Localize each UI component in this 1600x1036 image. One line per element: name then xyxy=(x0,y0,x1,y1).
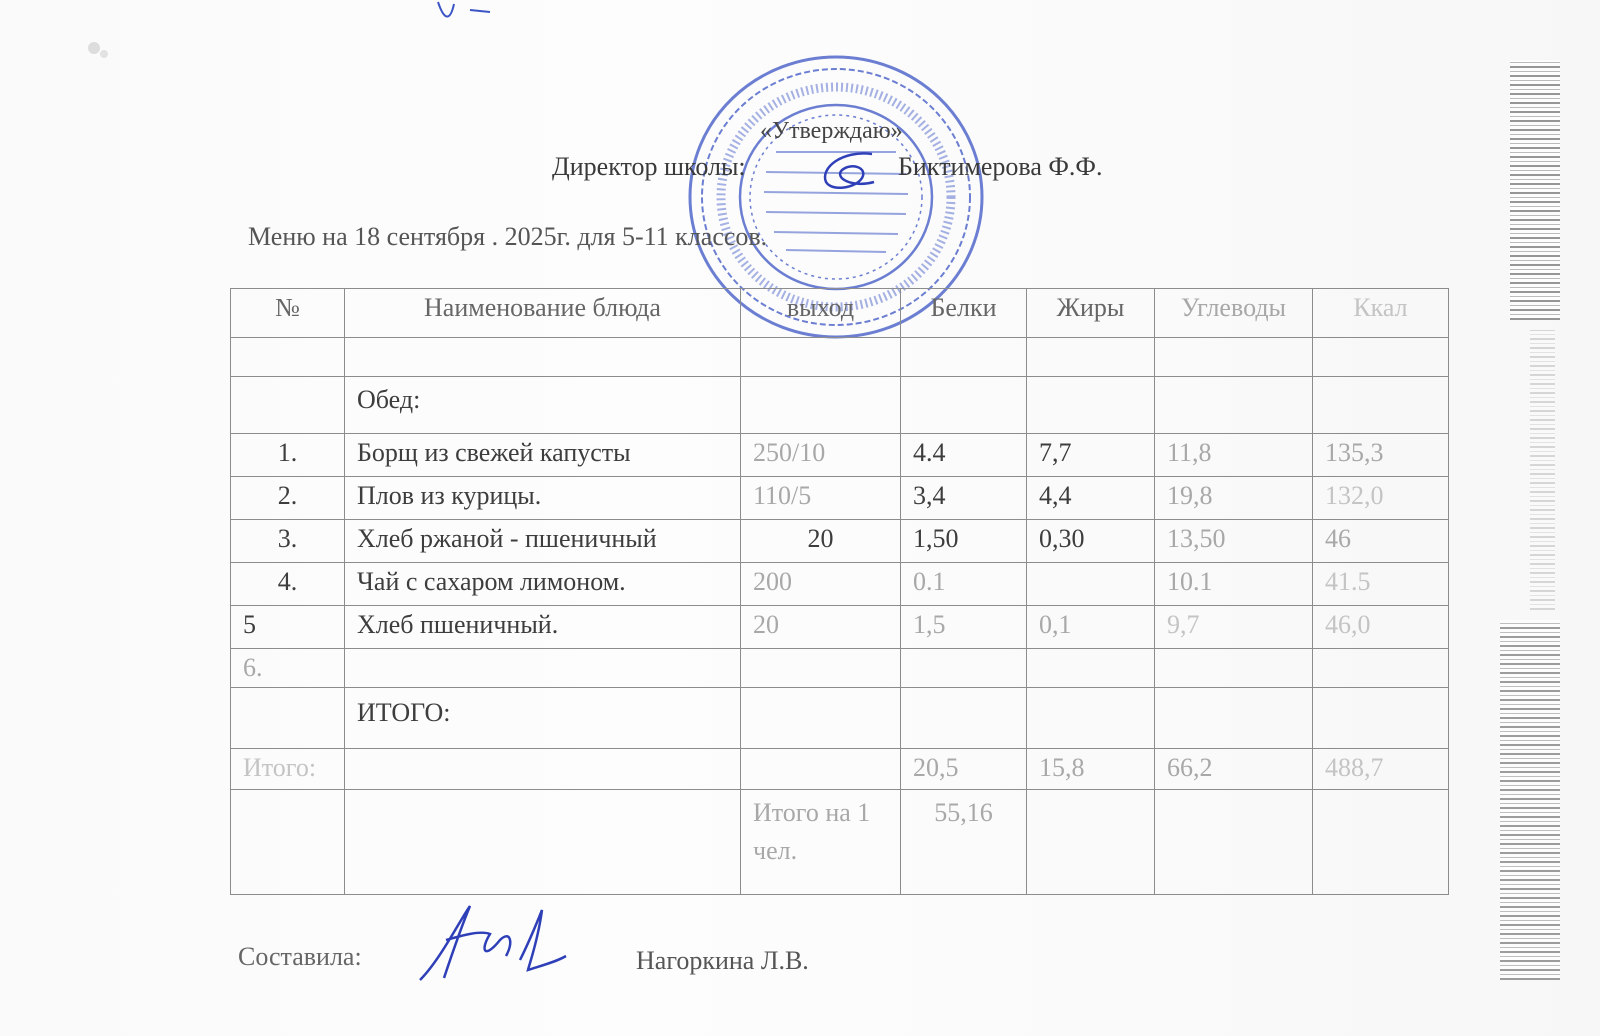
carbs-cell: 19,8 xyxy=(1155,477,1313,520)
menu-table xyxy=(230,288,1449,895)
row-number: 6. xyxy=(231,649,345,688)
protein-cell: 1,50 xyxy=(901,520,1027,563)
table-row xyxy=(231,377,1449,434)
dish-name: Чай с сахаром лимоном. xyxy=(345,563,741,606)
portion-cell: 110/5 xyxy=(741,477,901,520)
carbs-cell: 13,50 xyxy=(1155,520,1313,563)
director-name: Биктимерова Ф.Ф. xyxy=(898,152,1103,181)
portion-cell: 20 xyxy=(741,520,901,563)
protein-cell: 3,4 xyxy=(901,477,1027,520)
total-row xyxy=(231,749,1449,790)
header-cell: Углеводы xyxy=(1155,289,1313,338)
portion-cell: 250/10 xyxy=(741,434,901,477)
protein-cell: 0.1 xyxy=(901,563,1027,606)
section-label: Обед: xyxy=(345,377,741,434)
approval-heading: «Утверждаю» xyxy=(760,118,903,144)
protein-cell: 1,5 xyxy=(901,606,1027,649)
table-row xyxy=(231,649,1449,688)
total-kcal: 488,7 xyxy=(1313,749,1449,790)
total-label: Итого: xyxy=(231,749,345,790)
table-header-row xyxy=(231,289,1449,338)
fat-cell: 4,4 xyxy=(1027,477,1155,520)
table-row xyxy=(231,338,1449,377)
per-person-row xyxy=(231,790,1449,895)
row-number: 1. xyxy=(231,434,345,477)
table-row xyxy=(231,477,1449,520)
header-cell: Белки xyxy=(901,289,1027,338)
per-person-label: Итого на 1 чел. xyxy=(741,790,901,895)
row-number: 5 xyxy=(231,606,345,649)
menu-title: Меню на 18 сентября . 2025г. для 5-11 классов. xyxy=(248,222,768,251)
kcal-cell: 46,0 xyxy=(1313,606,1449,649)
table-row xyxy=(231,434,1449,477)
director-signature xyxy=(812,148,902,194)
header-cell: Наименование блюда xyxy=(345,289,741,338)
top-ink-mark xyxy=(430,0,550,24)
kcal-cell: 132,0 xyxy=(1313,477,1449,520)
header-cell: Ккал xyxy=(1313,289,1449,338)
header-cell: выход xyxy=(741,289,901,338)
table-row xyxy=(231,606,1449,649)
carbs-cell: 9,7 xyxy=(1155,606,1313,649)
protein-cell: 4.4 xyxy=(901,434,1027,477)
table-row xyxy=(231,520,1449,563)
scan-artifact xyxy=(1530,330,1555,610)
kcal-cell: 46 xyxy=(1313,520,1449,563)
row-number: 4. xyxy=(231,563,345,606)
dish-name: Плов из курицы. xyxy=(345,477,741,520)
dish-name: Борщ из свежей капусты xyxy=(345,434,741,477)
dish-name: Хлеб ржаной - пшеничный xyxy=(345,520,741,563)
row-number: 3. xyxy=(231,520,345,563)
compiled-label: Составила: xyxy=(238,942,362,971)
fat-cell: 0,30 xyxy=(1027,520,1155,563)
total-fat: 15,8 xyxy=(1027,749,1155,790)
itogo-label: ИТОГО: xyxy=(345,688,741,749)
header-cell: Жиры xyxy=(1027,289,1155,338)
scan-smudge xyxy=(80,36,120,66)
fat-cell: 0,1 xyxy=(1027,606,1155,649)
kcal-cell: 41.5 xyxy=(1313,563,1449,606)
kcal-cell: 135,3 xyxy=(1313,434,1449,477)
portion-cell: 20 xyxy=(741,606,901,649)
scan-artifact xyxy=(1500,620,1560,980)
table-row xyxy=(231,563,1449,606)
table-row xyxy=(231,688,1449,749)
carbs-cell: 10.1 xyxy=(1155,563,1313,606)
scan-artifact xyxy=(1510,60,1560,320)
compiled-name: Нагоркина Л.В. xyxy=(636,946,809,975)
portion-cell: 200 xyxy=(741,563,901,606)
row-number: 2. xyxy=(231,477,345,520)
fat-cell xyxy=(1027,563,1155,606)
header-cell: № xyxy=(231,289,345,338)
director-label: Директор школы: xyxy=(552,152,746,181)
total-carbs: 66,2 xyxy=(1155,749,1313,790)
total-protein: 20,5 xyxy=(901,749,1027,790)
per-person-value: 55,16 xyxy=(901,790,1027,895)
fat-cell: 7,7 xyxy=(1027,434,1155,477)
dish-name: Хлеб пшеничный. xyxy=(345,606,741,649)
compiler-signature xyxy=(410,900,570,986)
carbs-cell: 11,8 xyxy=(1155,434,1313,477)
